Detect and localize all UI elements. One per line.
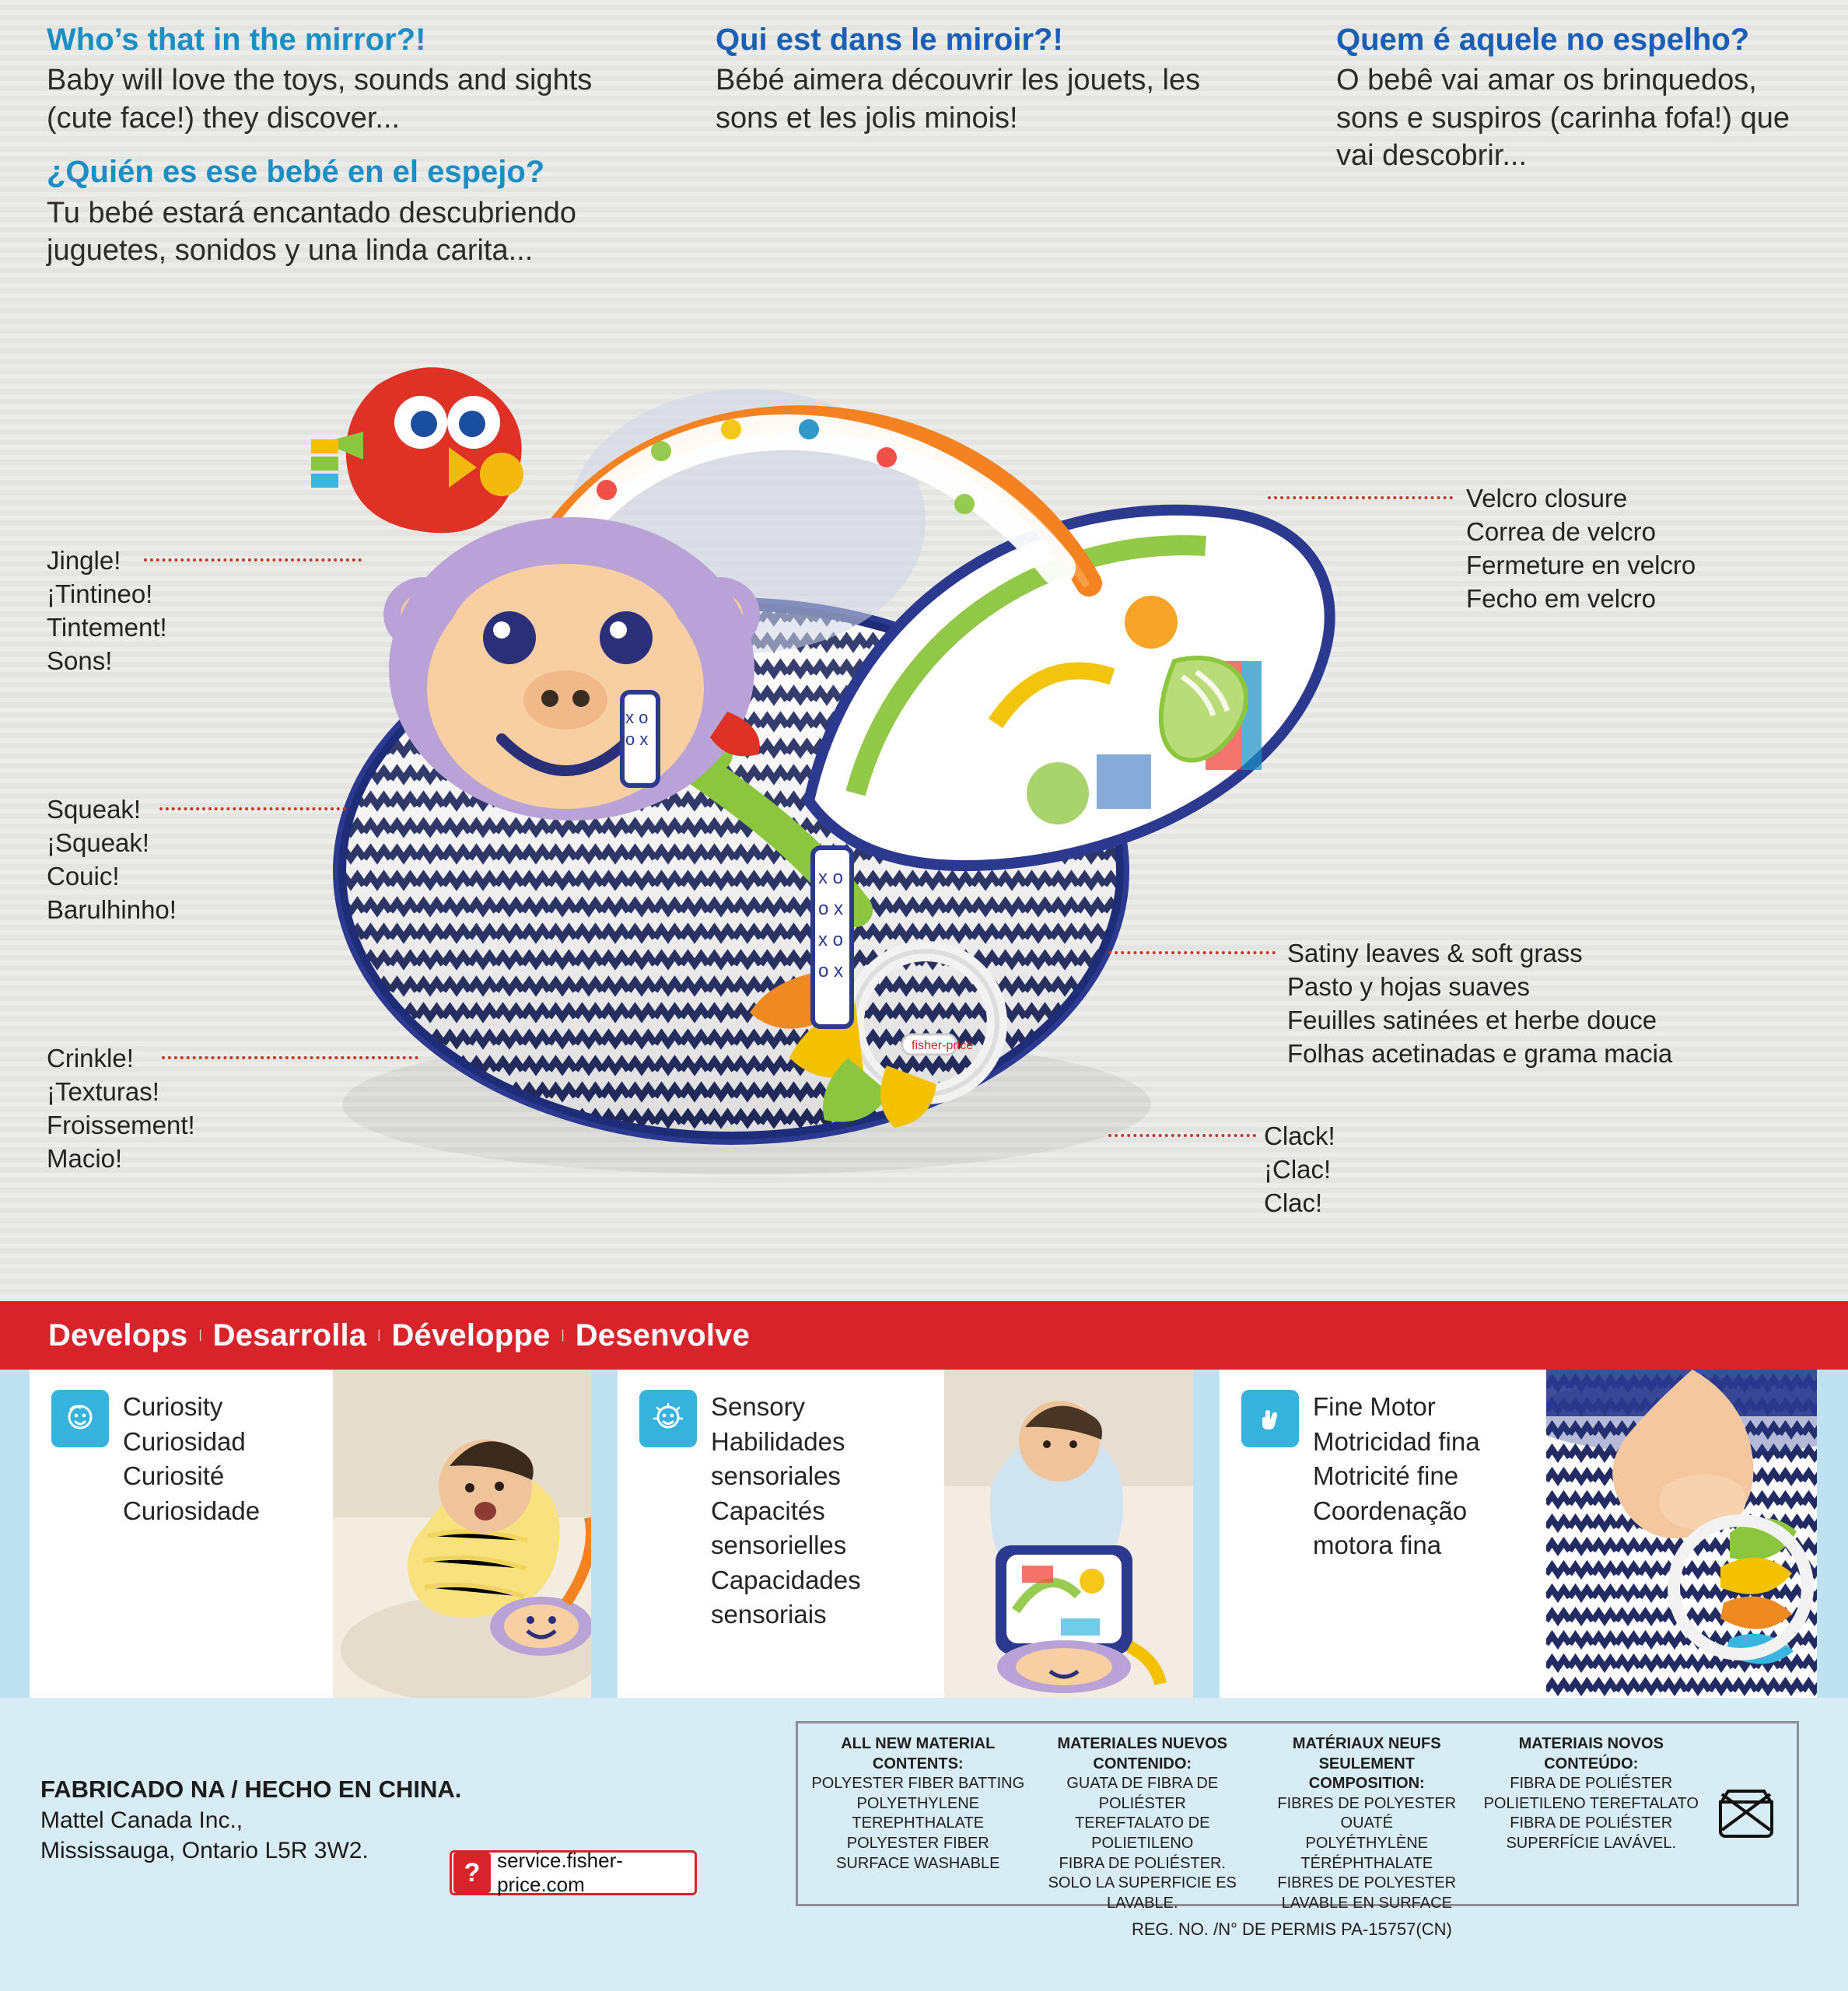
- callout-crinkle-en: Crinkle!: [47, 1044, 134, 1072]
- callout-squeak-en: Squeak!: [47, 795, 142, 824]
- materials-line: FIBRA DE POLIÉSTER.: [1059, 1854, 1226, 1872]
- callout-leaves-en: Satiny leaves & soft grass: [1287, 939, 1583, 968]
- callout-velcro-pt: Fecho em velcro: [1466, 583, 1656, 613]
- callout-jingle: [47, 544, 167, 678]
- materials-line: TÉRÉPHTHALATE: [1300, 1854, 1433, 1872]
- headline-column-left: [47, 22, 622, 287]
- callout-velcro-en: Velcro closure: [1466, 484, 1628, 513]
- materials-column-pt: [1479, 1734, 1704, 1893]
- headline-body-pt: O bebê vai amar os brinquedos, sons e suspiros (carinha fofa!) que vai descobrir...: [1336, 64, 1790, 173]
- baby-face-icon: [51, 1390, 109, 1447]
- develops-curiosity-es: Curiosidad: [123, 1426, 246, 1456]
- headline-title-pt: Quem é aquele no espelho?: [1336, 23, 1750, 57]
- develops-panel-curiosity: [30, 1370, 591, 1698]
- registration-number: REG. NO. /N° DE PERMIS PA-15757(CN): [1132, 1919, 1452, 1939]
- develops-photo-fine-motor: [1546, 1370, 1817, 1698]
- leader-line-squeak: [159, 807, 346, 810]
- callout-clack-en: Clack!: [1264, 1121, 1335, 1150]
- develops-curiosity-en: Curiosity: [123, 1392, 223, 1421]
- develops-fine-motor-fr: Motricité fine: [1313, 1461, 1459, 1491]
- svg-text:fisher-price: fisher-price: [912, 1039, 974, 1052]
- panel-gutter: [1193, 1370, 1220, 1698]
- service-url[interactable]: service.fisher-price.com: [497, 1849, 623, 1896]
- manufacturer-info: [40, 1774, 461, 1866]
- materials-line: POLYÉTHYLÈNE: [1305, 1834, 1428, 1852]
- headline-title-fr: Qui est dans le miroir?!: [716, 23, 1063, 57]
- materials-line: FIBRES DE POLYESTER OUATÉ: [1277, 1794, 1457, 1832]
- senses-icon: [639, 1390, 697, 1447]
- product-illustration: [311, 257, 1361, 1260]
- develops-label-pt: Desenvolve: [575, 1317, 751, 1352]
- materials-line: FIBRA DE POLIÉSTER: [1510, 1814, 1673, 1832]
- hand-grasp-icon: [1241, 1390, 1299, 1447]
- svg-text:o x: o x: [818, 961, 844, 982]
- headline-block: [47, 154, 622, 269]
- materials-line: POLIETILENO TEREFTALATO: [1483, 1794, 1699, 1812]
- develops-fine-motor-pt: Coordenação motora fina: [1313, 1496, 1468, 1560]
- develops-fine-motor-labels: [1313, 1390, 1538, 1690]
- develops-panel-text: [618, 1370, 944, 1698]
- materials-line: POLYETHYLENE: [856, 1794, 979, 1812]
- headline-title-es: ¿Quién es ese bebé en el espejo?: [47, 155, 545, 190]
- callout-jingle-fr: Tintement!: [47, 612, 167, 642]
- headline-column-center: [716, 22, 1237, 154]
- product-photo: [311, 257, 1361, 1260]
- footer: [0, 1698, 1848, 1991]
- callout-velcro-fr: Fermeture en velcro: [1466, 550, 1696, 579]
- svg-text:x o: x o: [818, 867, 844, 888]
- svg-text:o x: o x: [818, 898, 844, 919]
- leader-line-clack: [1108, 1134, 1256, 1137]
- svg-text:x o: x o: [625, 708, 649, 727]
- develops-separator: |: [198, 1328, 202, 1342]
- develops-sensory-es: Habilidades sensoriales: [711, 1426, 845, 1491]
- callout-squeak: [47, 793, 177, 927]
- headline-title-en: Who’s that in the mirror?!: [47, 23, 426, 57]
- callout-clack-fr: Clac!: [1264, 1188, 1323, 1217]
- materials-column-en: [806, 1734, 1031, 1893]
- callout-squeak-fr: Couic!: [47, 861, 120, 891]
- develops-photo-sensory: [944, 1370, 1193, 1698]
- materials-line: TEREFTALATO DE POLIETILENO: [1075, 1814, 1210, 1852]
- callout-clack-es: ¡Clac!: [1264, 1154, 1332, 1184]
- svg-text:x o: x o: [818, 929, 844, 950]
- materials-line: LAVABLE EN SURFACE: [1281, 1894, 1452, 1912]
- materials-line: SUPERFÍCIE LAVÁVEL.: [1506, 1834, 1677, 1852]
- callout-squeak-pt: Barulhinho!: [47, 894, 177, 924]
- develops-fine-motor-en: Fine Motor: [1313, 1392, 1436, 1421]
- leader-line-leaves: [1108, 951, 1276, 954]
- materials-header-fr: MATÉRIAUX NEUFS SEULEMENT COMPOSITION:: [1292, 1735, 1441, 1793]
- develops-panels: [0, 1370, 1848, 1698]
- svg-text:o x: o x: [625, 730, 649, 749]
- callout-leaves-pt: Folhas acetinadas e grama macia: [1287, 1038, 1673, 1068]
- callout-squeak-es: ¡Squeak!: [47, 828, 150, 857]
- develops-fine-motor-es: Motricidad fina: [1313, 1426, 1480, 1456]
- leader-line-velcro: [1268, 496, 1453, 499]
- callout-jingle-en: Jingle!: [47, 546, 121, 575]
- callout-crinkle: [47, 1042, 195, 1176]
- develops-panel-sensory: [618, 1370, 1193, 1698]
- develops-label-fr: Développe: [391, 1317, 551, 1352]
- made-in-text: FABRICADO NA / HECHO EN CHINA.: [40, 1776, 462, 1803]
- callout-jingle-es: ¡Tintineo!: [47, 579, 153, 608]
- develops-panel-text: [1220, 1370, 1546, 1698]
- panel-gutter: [0, 1370, 30, 1698]
- callout-leaves-es: Pasto y hojas suaves: [1287, 971, 1530, 1001]
- leader-line-crinkle: [162, 1056, 418, 1059]
- headline-body-en: Baby will love the toys, sounds and sights (cute face!) they discover...: [47, 64, 593, 135]
- headline-column-right: [1336, 22, 1795, 192]
- materials-line: FIBRES DE POLYESTER: [1277, 1874, 1457, 1892]
- develops-panel-fine-motor: [1220, 1370, 1817, 1698]
- callout-crinkle-es: ¡Texturas!: [47, 1076, 159, 1106]
- headline-body-es: Tu bebé estará encantado descubriendo juguetes, sonidos y una linda carita...: [47, 196, 576, 268]
- callout-velcro-es: Correa de velcro: [1466, 516, 1656, 546]
- hand-wash-icon: [1703, 1734, 1789, 1893]
- develops-label-en: Develops: [48, 1317, 188, 1352]
- materials-line: TEREPHTHALATE: [852, 1814, 985, 1832]
- callout-leaves-fr: Feuilles satinées et herbe douce: [1287, 1005, 1657, 1034]
- callout-jingle-pt: Sons!: [47, 646, 113, 675]
- develops-sensory-fr: Capacités sensorielles: [711, 1496, 847, 1560]
- materials-line: POLYESTER FIBER BATTING: [811, 1775, 1025, 1793]
- callout-crinkle-pt: Macio!: [47, 1143, 123, 1173]
- materials-header-pt: MATERIAIS NOVOS CONTEÚDO:: [1518, 1735, 1664, 1772]
- panel-gutter: [591, 1370, 618, 1698]
- materials-line: SURFACE WASHABLE: [836, 1854, 1000, 1872]
- develops-sensory-en: Sensory: [711, 1392, 806, 1421]
- headline-block: [47, 22, 622, 137]
- callout-clack: [1264, 1120, 1335, 1220]
- materials-box: [796, 1721, 1799, 1912]
- develops-curiosity-fr: Curiosité: [123, 1461, 225, 1491]
- leader-line-jingle: [144, 558, 362, 562]
- develops-panel-text: [30, 1370, 333, 1698]
- materials-line: GUATA DE FIBRA DE POLIÉSTER: [1066, 1775, 1219, 1812]
- materials-line: SOLO LA SUPERFICIE ES LAVABLE.: [1048, 1874, 1237, 1912]
- develops-label-es: Desarrolla: [212, 1317, 367, 1352]
- company-address: Mississauga, Ontario L5R 3W2.: [40, 1838, 369, 1864]
- develops-photo-curiosity: [333, 1370, 591, 1698]
- callout-crinkle-fr: Froissement!: [47, 1110, 195, 1139]
- company-name: Mattel Canada Inc.,: [40, 1807, 243, 1834]
- develops-sensory-labels: [711, 1390, 936, 1690]
- callout-velcro: [1466, 482, 1696, 616]
- materials-column-es: [1031, 1734, 1255, 1912]
- develops-bar: [0, 1301, 1848, 1370]
- service-badge[interactable]: [450, 1850, 697, 1895]
- develops-separator: |: [377, 1328, 381, 1342]
- materials-header-es: MATERIALES NUEVOS CONTENIDO:: [1057, 1735, 1228, 1772]
- materials-line: POLYESTER FIBER: [846, 1834, 989, 1852]
- develops-sensory-pt: Capacidades sensoriais: [711, 1565, 861, 1629]
- develops-separator: |: [561, 1328, 565, 1342]
- headline-body-fr: Bébé aimera découvrir les jouets, les sons et les jolis minois!: [716, 64, 1201, 135]
- develops-curiosity-labels: [123, 1390, 260, 1690]
- owl-rattle: [311, 367, 523, 533]
- materials-header-en: ALL NEW MATERIAL CONTENTS:: [841, 1735, 996, 1772]
- materials-column-fr: [1255, 1734, 1479, 1912]
- callout-leaves: [1287, 937, 1672, 1071]
- question-mark-icon: ?: [453, 1853, 491, 1893]
- materials-line: FIBRA DE POLIÉSTER: [1510, 1775, 1673, 1793]
- develops-curiosity-pt: Curiosidade: [123, 1496, 261, 1525]
